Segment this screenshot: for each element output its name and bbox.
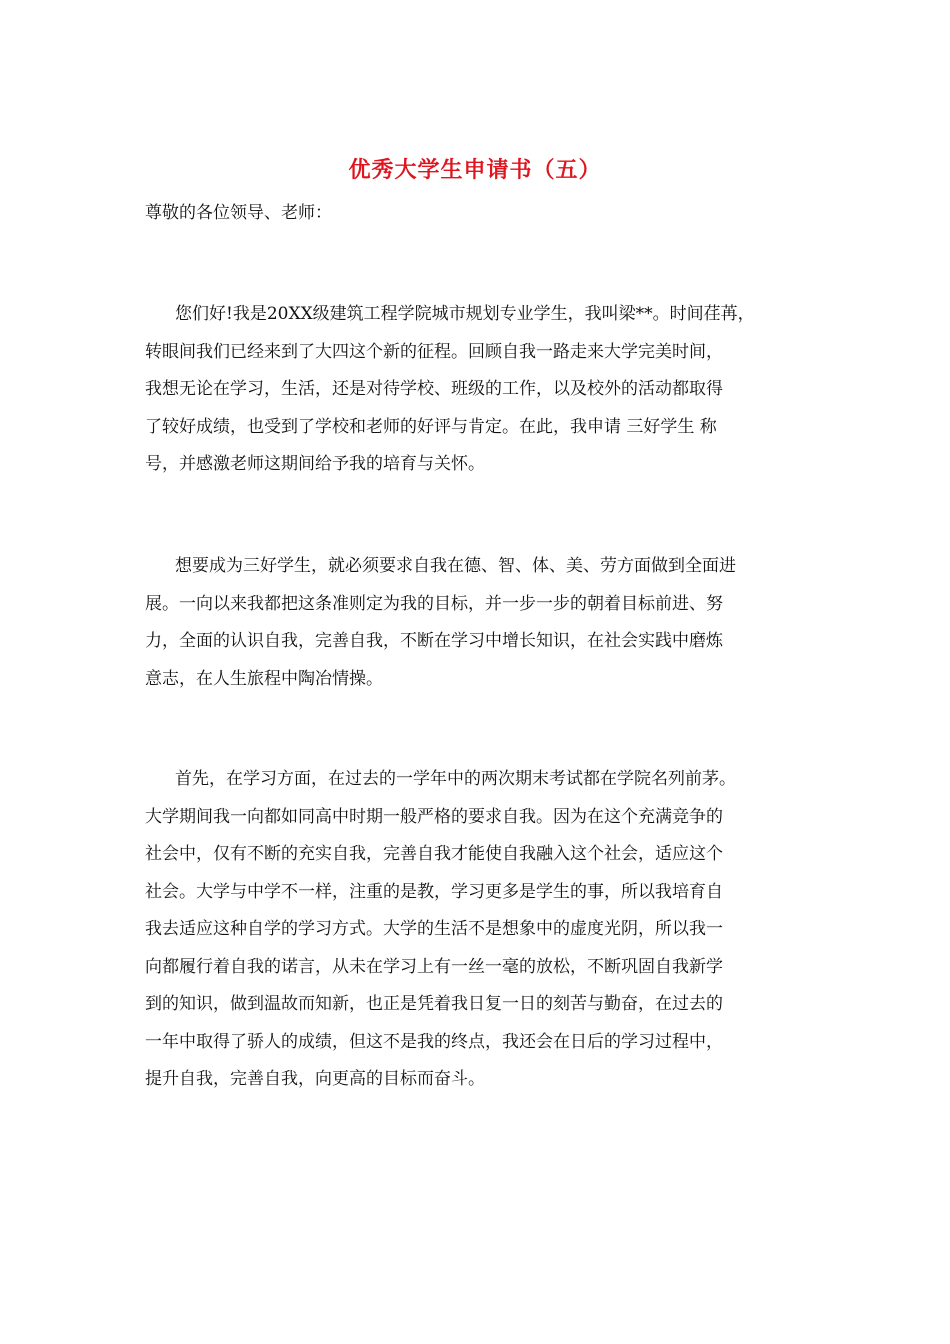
paragraph-line: 想要成为三好学生，就必须要求自我在德、智、体、美、劳方面做到全面进: [175, 556, 736, 576]
paragraph-line: 号，并感激老师这期间给予我的培育与关怀。: [145, 454, 485, 474]
paragraph-study: [145, 761, 815, 1099]
paragraph-line: 力，全面的认识自我，完善自我，不断在学习中增长知识，在社会实践中磨炼: [145, 631, 723, 651]
paragraph-line: 社会中，仅有不断的充实自我，完善自我才能使自我融入这个社会，适应这个: [145, 844, 723, 864]
paragraph-line: 向都履行着自我的诺言，从未在学习上有一丝一毫的放松，不断巩固自我新学: [145, 956, 723, 977]
paragraph-line: 展。一向以来我都把这条准则定为我的目标，并一步一步的朝着目标前进、努: [145, 593, 723, 614]
paragraph-line: 您们好!我是20XX级建筑工程学院城市规划专业学生，我叫梁**。时间荏苒，: [175, 304, 755, 324]
paragraph-line: 了较好成绩，也受到了学校和老师的好评与肯定。在此，我申请 三好学生 称: [145, 416, 717, 437]
document-title: 优秀大学生申请书（五）: [348, 157, 602, 183]
paragraph-line: 提升自我，完善自我，向更高的目标而奋斗。: [145, 1069, 485, 1089]
salutation: 尊敬的各位领导、老师：: [145, 203, 332, 223]
paragraph-line: 社会。大学与中学不一样，注重的是教，学习更多是学生的事，所以我培育自: [145, 881, 723, 902]
paragraph-goals: [145, 548, 815, 698]
paragraph-line: 一年中取得了骄人的成绩，但这不是我的终点，我还会在日后的学习过程中，: [145, 1031, 723, 1052]
paragraph-line: 我去适应这种自学的学习方式。大学的生活不是想象中的虚度光阴，所以我一: [145, 919, 723, 939]
paragraph-line: 大学期间我一向都如同高中时期一般严格的要求自我。因为在这个充满竞争的: [145, 806, 723, 827]
paragraph-introduction: [145, 296, 815, 484]
paragraph-line: 我想无论在学习，生活，还是对待学校、班级的工作，以及校外的活动都取得: [145, 379, 723, 399]
paragraph-line: 到的知识，做到温故而知新，也正是凭着我日复一日的刻苦与勤奋，在过去的: [145, 994, 723, 1014]
paragraph-line: 首先，在学习方面，在过去的一学年中的两次期末考试都在学院名列前茅。: [175, 769, 736, 789]
paragraph-line: 意志，在人生旅程中陶冶情操。: [145, 668, 383, 689]
paragraph-line: 转眼间我们已经来到了大四这个新的征程。回顾自我一路走来大学完美时间，: [145, 341, 723, 362]
